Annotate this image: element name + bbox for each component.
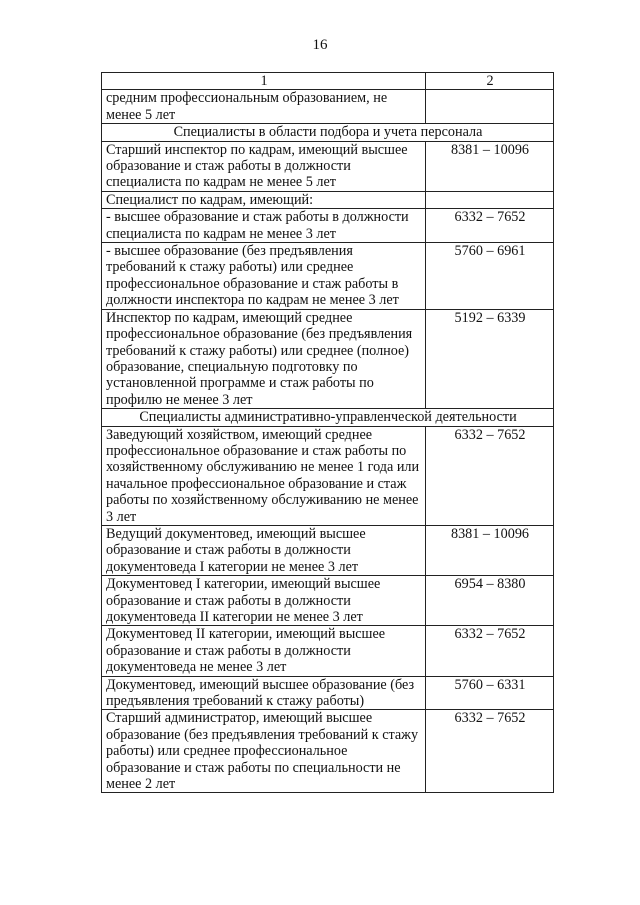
table-row [102, 90, 554, 124]
table-body [102, 90, 554, 793]
section-title: Специалисты административно-управленческой деятельности [102, 409, 554, 426]
position-description: Ведущий документовед, имеющий высшее образование и стаж работы в должности документоведа I категории не менее 3 лет [102, 525, 426, 575]
salary-table [101, 72, 554, 793]
table-row [102, 243, 554, 310]
column-header-2: 2 [426, 73, 554, 90]
position-description: Инспектор по кадрам, имеющий среднее профессиональное образование (без предъявления требований к стажу работы) или среднее (полное) образование, специальную подготовку по установленной программе и стаж работы по профилю не менее 3 лет [102, 309, 426, 408]
position-description: средним профессиональным образованием, не менее 5 лет [102, 90, 426, 124]
salary-range: 5760 – 6961 [426, 243, 554, 310]
salary-range: 6332 – 7652 [426, 710, 554, 793]
table-header-row [102, 73, 554, 90]
section-title: Специалисты в области подбора и учета персонала [102, 124, 554, 141]
section-header-row [102, 124, 554, 141]
salary-range: 8381 – 10096 [426, 525, 554, 575]
table-row [102, 710, 554, 793]
position-description: Старший инспектор по кадрам, имеющий высшее образование и стаж работы в должности специалиста по кадрам не менее 5 лет [102, 141, 426, 191]
position-description: Документовед I категории, имеющий высшее образование и стаж работы в должности документоведа II категории не менее 3 лет [102, 576, 426, 626]
page-number: 16 [312, 37, 328, 53]
position-description: Старший администратор, имеющий высшее образование (без предъявления требований к стажу работы) или среднее профессиональное образование и стаж работы по специальности не менее 2 лет [102, 710, 426, 793]
salary-range: 6332 – 7652 [426, 209, 554, 243]
position-description: Документовед II категории, имеющий высшее образование и стаж работы в должности документоведа не менее 3 лет [102, 626, 426, 676]
salary-range [426, 191, 554, 208]
table-row [102, 525, 554, 575]
column-header-1: 1 [102, 73, 426, 90]
salary-range [426, 90, 554, 124]
table-row [102, 426, 554, 525]
table-row [102, 626, 554, 676]
table-row [102, 576, 554, 626]
salary-range: 5192 – 6339 [426, 309, 554, 408]
table-row [102, 209, 554, 243]
position-description: - высшее образование (без предъявления требований к стажу работы) или среднее профессиональное образование и стаж работы в должности инспектора по кадрам не менее 3 лет [102, 243, 426, 310]
salary-range: 6954 – 8380 [426, 576, 554, 626]
position-description: Документовед, имеющий высшее образование (без предъявления требований к стажу работы) [102, 676, 426, 710]
position-description: Заведующий хозяйством, имеющий среднее профессиональное образование и стаж работы по хозяйственному обслуживанию не менее 1 года или начальное профессиональное образование и стаж работы по хозяйственному обслуживанию не менее 3 лет [102, 426, 426, 525]
table-row [102, 141, 554, 191]
position-description: - высшее образование и стаж работы в должности специалиста по кадрам не менее 3 лет [102, 209, 426, 243]
section-header-row [102, 409, 554, 426]
table-row [102, 309, 554, 408]
salary-range: 8381 – 10096 [426, 141, 554, 191]
salary-range: 5760 – 6331 [426, 676, 554, 710]
table-row [102, 191, 554, 208]
table-row [102, 676, 554, 710]
salary-range: 6332 – 7652 [426, 626, 554, 676]
position-description: Специалист по кадрам, имеющий: [102, 191, 426, 208]
salary-range: 6332 – 7652 [426, 426, 554, 525]
